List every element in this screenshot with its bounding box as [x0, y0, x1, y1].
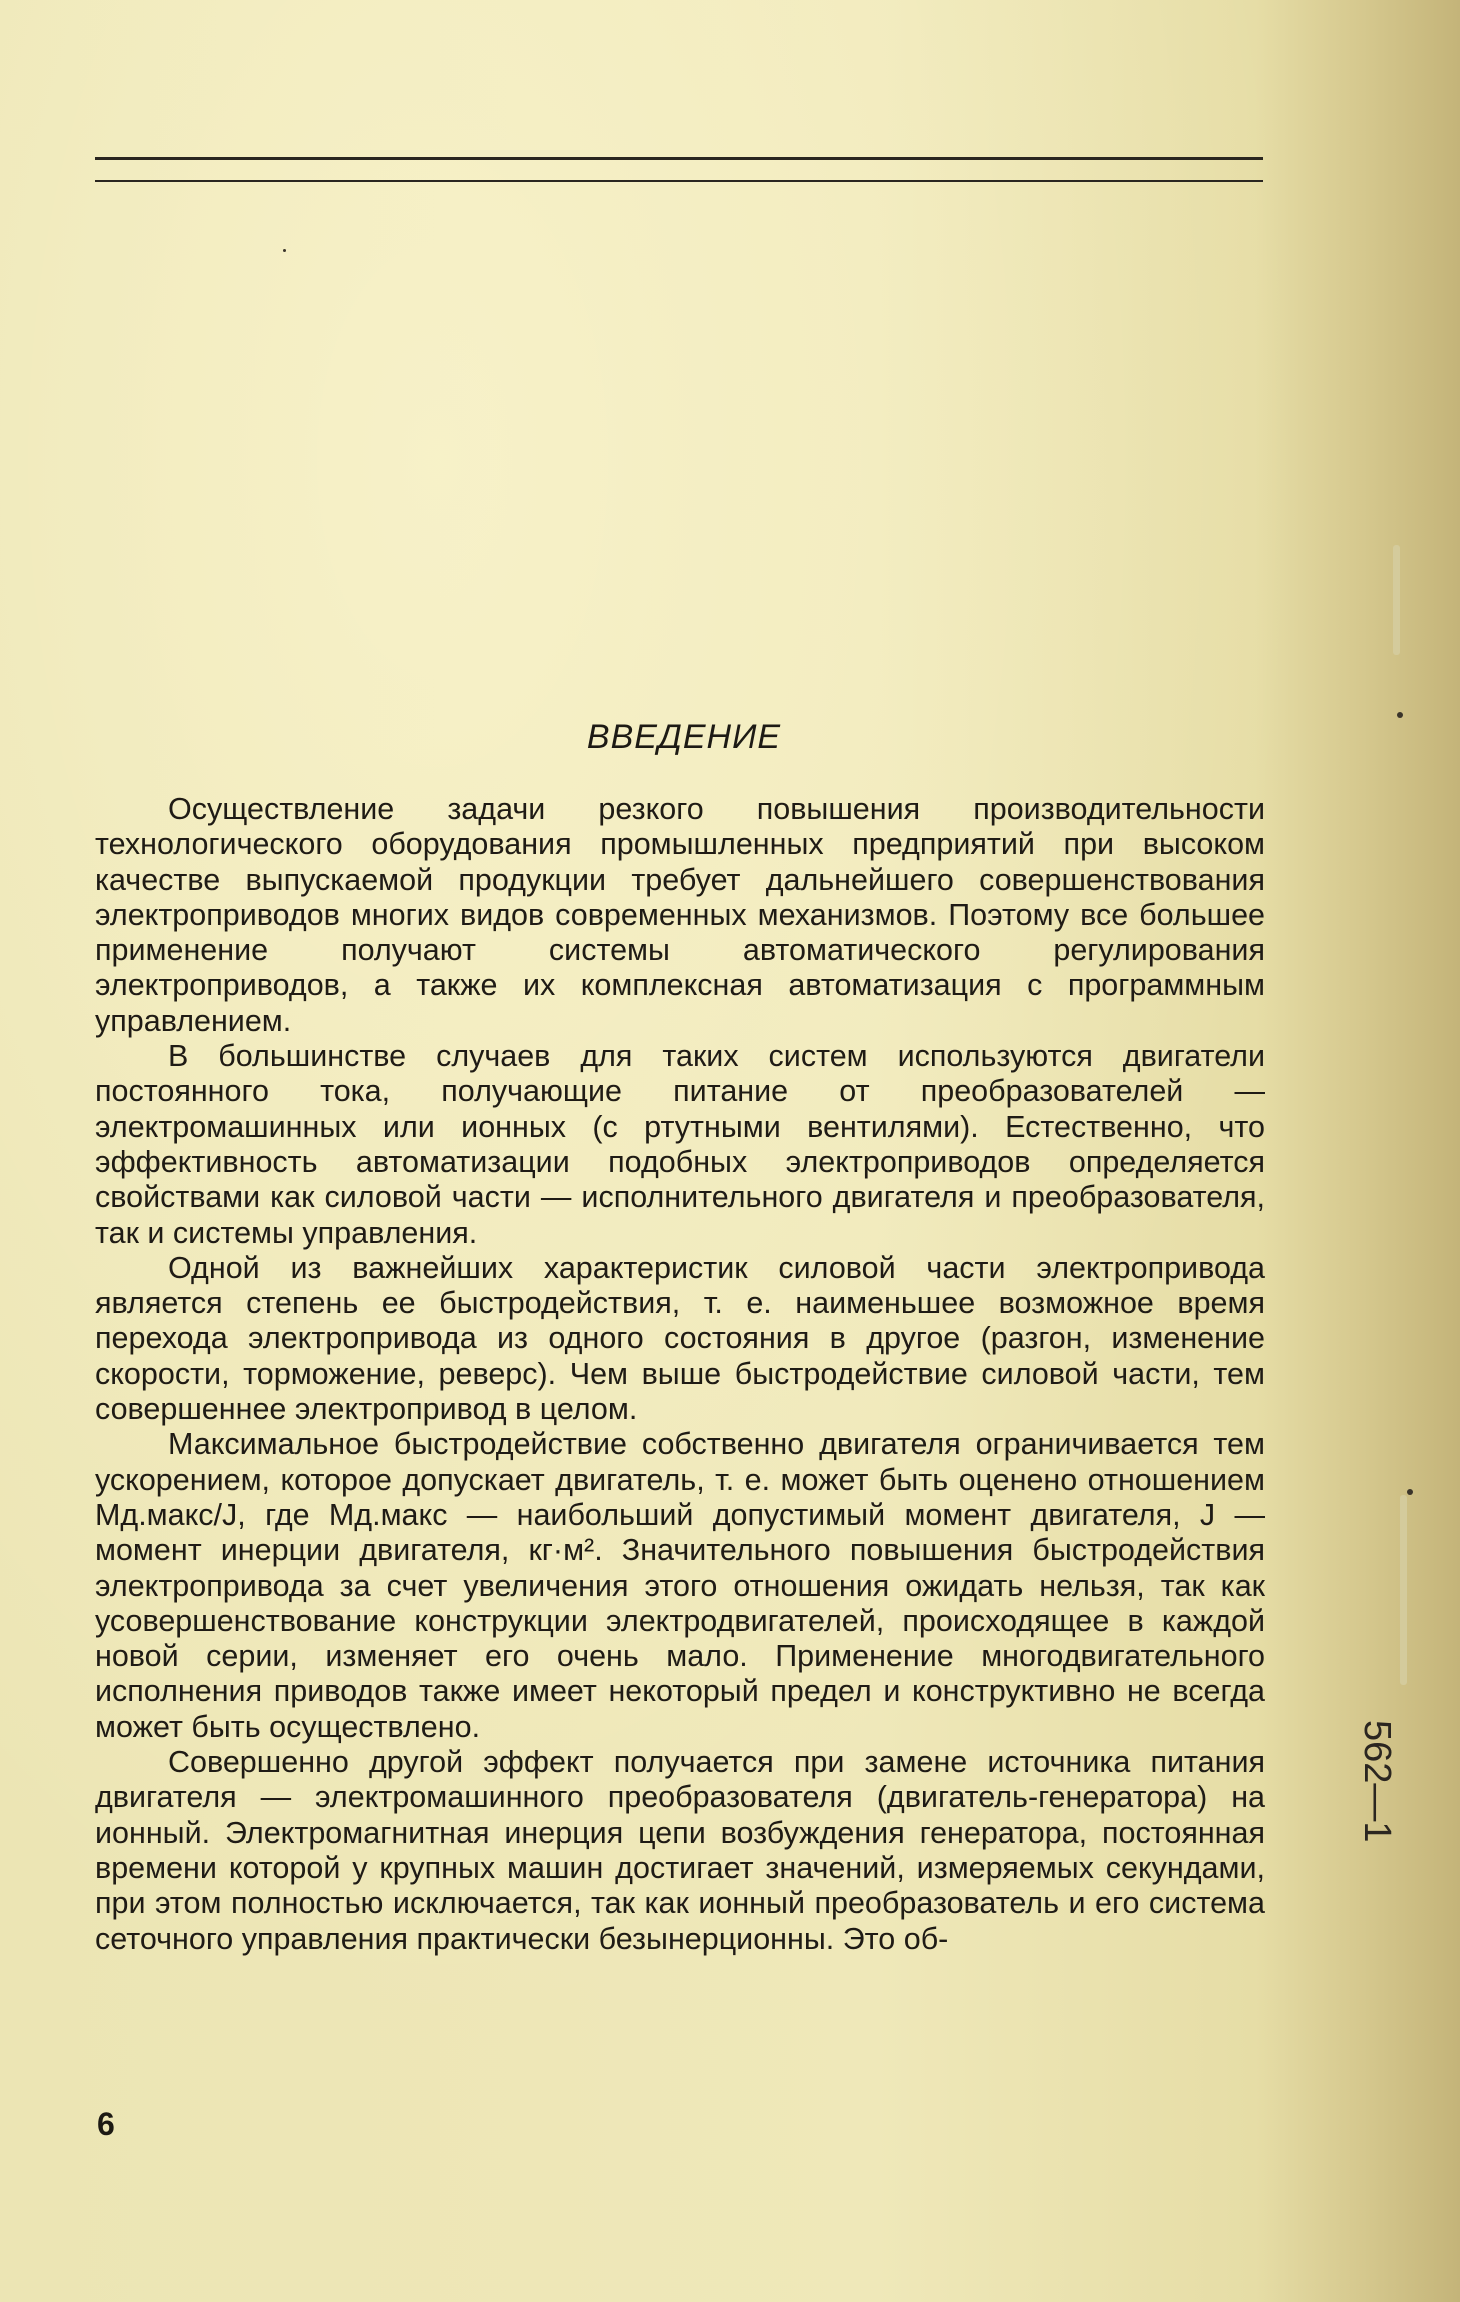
binding-mark: [1400, 1495, 1407, 1685]
section-heading: ВВЕДЕНИЕ: [586, 718, 782, 756]
paragraph: Одной из важнейших характеристик силовой части электропривода является степень ее быстродействия, т. е. наименьшее возможное время перехода электропривода из одного состояния в другое (разгон, изменение скорости, торможение, реверс). Чем выше быстродействие силовой части, тем совершеннее электропривод в целом.: [95, 1250, 1265, 1427]
binding-mark: [1393, 545, 1400, 655]
paragraph: Совершенно другой эффект получается при замене источника питания двигателя — электромашинного преобразователя (двигатель-генератора) на ионный. Электромагнитная инерция цепи возбуждения генератора, постоянная времени которой у крупных машин достигает значений, измеряемых секундами, при этом полностью исключается, так как ионный преобразователь и его система сеточного управления практически безынерционны. Это об-: [95, 1745, 1265, 1956]
margin-stamp: 562—1: [1356, 1720, 1398, 1843]
page-number: 6: [97, 2106, 115, 2142]
paragraph: Максимальное быстродействие собственно двигателя ограничивается тем ускорением, которое допускает двигатель, т. е. может быть оценено отношением Mд.макс/J, где Mд.макс — наибольший допустимый момент двигателя, J — момент инерции двигателя, кг·м². Значительного повышения быстродействия электропривода за счет увеличения этого отношения ожидать нельзя, так как усовершенствование конструкции электродвигателей, происходящее в каждой новой серии, изменяет его очень мало. Применение многодвигательного исполнения приводов также имеет некоторый предел и конструктивно не всегда может быть осуществлено.: [95, 1427, 1265, 1744]
paragraph: Осуществление задачи резкого повышения производительности технологического оборудования промышленных предприятий при высоком качестве выпускаемой продукции требует дальнейшего совершенствования электроприводов многих видов современных механизмов. Поэтому все большее применение получают системы автоматического регулирования электроприводов, а также их комплексная автоматизация с программным управлением.: [95, 792, 1265, 1038]
ink-speck: [283, 249, 286, 252]
paragraph: В большинстве случаев для таких систем используются двигатели постоянного тока, получающие питание от преобразователей — электромашинных или ионных (с ртутными вентилями). Естественно, что эффективность автоматизации подобных электроприводов определяется свойствами как силовой части — исполнительного двигателя и преобразователя, так и системы управления.: [95, 1039, 1265, 1250]
ink-speck: [1407, 1489, 1413, 1495]
header-rule-top: [95, 157, 1263, 160]
ink-speck: [1397, 712, 1403, 718]
body-text: [95, 792, 1265, 1957]
header-rule-bottom: [95, 180, 1263, 182]
